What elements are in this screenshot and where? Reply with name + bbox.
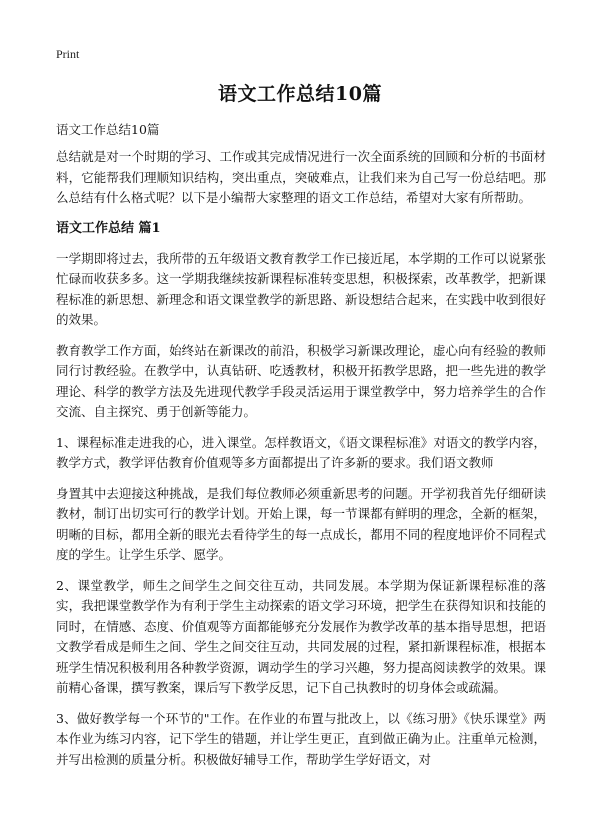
body-paragraph: 教育教学工作方面，始终站在新课改的前沿，积极学习新课改理论，虚心向有经验的教师同行讨教经验。在教学中，认真钻研、吃透教材，积极开拓教学思路，把一些先进的教学理论、科学的教学方法及先进现代教学手段灵活运用于课堂教学中，努力培养学生的合作交流、自主探究、勇于创新等能力。 bbox=[56, 342, 546, 419]
body-paragraph: 2、课堂教学，师生之间学生之间交往互动，共同发展。本学期为保证新课程标准的落实，我把课堂教学作为有利于学生主动探索的语文学习环境，把学生在获得知识和技能的同时，在情感、态度、价值观等方面都能够充分发展作为教学改革的基本指导思想，把语文教学看成是师生之间、学生之间交往互动，共同发展的过程，紧扣新课程标准，根据本班学生情况积极利用各种教学资源，调动学生的学习兴趣，努力提高阅读教学的效果。课前精心备课，撰写教案，课后写下教学反思，记下自己执教时的切身体会或疏漏。 bbox=[56, 577, 546, 695]
body-paragraph: 1、课程标准走进我的心，进入课堂。怎样教语文，《语文课程标准》对语文的教学内容，教学方式，教学评估教育价值观等多方面都提出了许多新的要求。我们语文教师 bbox=[56, 434, 546, 470]
body-paragraph: 3、做好教学每一个环节的"工作。在作业的布置与批改上，以《练习册》《快乐课堂》两本作业为练习内容，记下学生的错题，并让学生更正，直到做正确为止。注重单元检测，并写出检测的质量分析。积极做好辅导工作，帮助学生学好语文，对 bbox=[56, 710, 546, 767]
intro-paragraph: 总结就是对一个时期的学习、工作或其完成情况进行一次全面系统的回顾和分析的书面材料，它能帮我们理顺知识结构，突出重点，突破难点，让我们来为自己写一份总结吧。那么总结有什么格式呢？以下是小编帮大家整理的语文工作总结，希望对大家有所帮助。 bbox=[56, 149, 546, 205]
print-link[interactable]: Print bbox=[56, 47, 80, 61]
body-paragraph: 一学期即将过去，我所带的五年级语文教育教学工作已接近尾，本学期的工作可以说紧张忙碌而收获多多。这一学期我继续按新课程标准转变思想，积极探索，改革教学，把新课程标准的新思想、新理念和语文课堂教学的新思路、新设想结合起来，在实践中收到很好的效果。 bbox=[56, 250, 546, 327]
document-body bbox=[56, 121, 546, 780]
body-paragraph: 身置其中去迎接这种挑战，是我们每位教师必须重新思考的问题。开学初我首先仔细研读教材，制订出切实可行的教学计划。开始上课，每一节课都有鲜明的理念，全新的框架，明晰的目标，都用全新的眼光去看待学生的每一点成长，都用不同的程度地评价不同程式度的学生。让学生乐学、愿学。 bbox=[56, 485, 546, 562]
document-subtitle: 语文工作总结10篇 bbox=[56, 122, 160, 137]
document-title: 语文工作总结10篇 bbox=[218, 83, 382, 105]
section-heading: 语文工作总结 篇1 bbox=[56, 220, 161, 236]
